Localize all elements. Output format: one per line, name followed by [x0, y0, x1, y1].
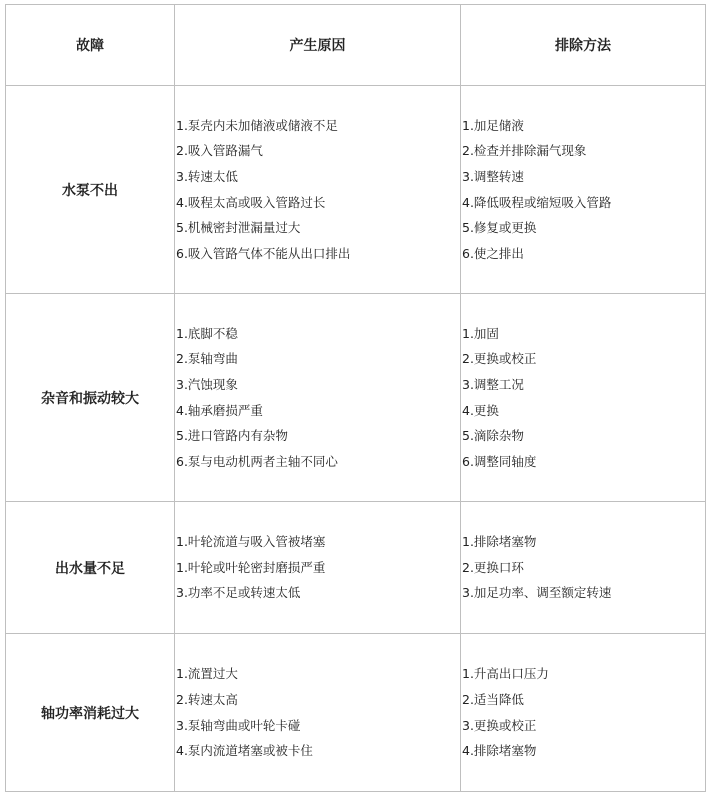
fault-cell: 水泵不出: [6, 86, 175, 294]
remedy-cell: [461, 86, 706, 294]
cause-item: 2.吸入管路漏气: [176, 143, 263, 159]
remedy-item: 4.降低吸程或缩短吸入管路: [462, 194, 612, 210]
cause-item: 3.汽蚀现象: [176, 376, 238, 392]
header-fault: 故障: [6, 5, 175, 86]
remedy-item: 2.更换或校正: [462, 351, 537, 367]
remedy-item: 5.修复或更换: [462, 220, 537, 236]
table-row: [6, 294, 706, 502]
remedy-item: 1.加固: [462, 325, 499, 341]
cause-cell: [175, 502, 461, 634]
remedy-item: 5.滴除杂物: [462, 428, 524, 444]
cause-item: 2.转速太高: [176, 691, 238, 707]
cause-item: 4.轴承磨损严重: [176, 402, 263, 418]
remedy-list: [461, 113, 705, 267]
cause-item: 6.泵与电动机两者主轴不同心: [176, 453, 338, 469]
remedy-item: 3.加足功率、调至额定转速: [462, 585, 612, 601]
remedy-list: [461, 661, 705, 763]
remedy-item: 4.更换: [462, 402, 499, 418]
table-row: [6, 502, 706, 634]
cause-cell: [175, 86, 461, 294]
cause-item: 1.叶轮或叶轮密封磨损严重: [176, 559, 326, 575]
cause-list: [175, 113, 460, 267]
cause-item: 2.泵轴弯曲: [176, 351, 238, 367]
fault-cell: 轴功率消耗过大: [6, 634, 175, 792]
cause-list: [175, 661, 460, 763]
cause-item: 5.机械密封泄漏量过大: [176, 220, 301, 236]
cause-item: 6.吸入管路气体不能从出口排出: [176, 245, 351, 261]
header-cause: 产生原因: [175, 5, 461, 86]
cause-item: 3.转速太低: [176, 168, 238, 184]
table-row: [6, 634, 706, 792]
cause-list: [175, 529, 460, 606]
fault-cell: 杂音和振动较大: [6, 294, 175, 502]
cause-item: 4.吸程太高或吸入管路过长: [176, 194, 326, 210]
remedy-item: 3.更换或校正: [462, 717, 537, 733]
cause-item: 3.功率不足或转速太低: [176, 585, 301, 601]
troubleshooting-table: [5, 4, 706, 792]
remedy-item: 6.使之排出: [462, 245, 524, 261]
remedy-item: 2.更换口环: [462, 559, 524, 575]
troubleshooting-table-wrapper: [5, 4, 706, 792]
table-row: [6, 86, 706, 294]
header-row: [6, 5, 706, 86]
remedy-item: 2.适当降低: [462, 691, 524, 707]
cause-list: [175, 321, 460, 475]
cause-cell: [175, 634, 461, 792]
remedy-cell: [461, 294, 706, 502]
remedy-item: 1.加足储液: [462, 117, 524, 133]
fault-cell: 出水量不足: [6, 502, 175, 634]
remedy-item: 3.调整转速: [462, 168, 524, 184]
remedy-list: [461, 321, 705, 475]
cause-item: 1.底脚不稳: [176, 325, 238, 341]
remedy-item: 1.排除堵塞物: [462, 534, 537, 550]
cause-cell: [175, 294, 461, 502]
cause-item: 4.泵内流道堵塞或被卡住: [176, 743, 313, 759]
cause-item: 3.泵轴弯曲或叶轮卡碰: [176, 717, 301, 733]
remedy-item: 4.排除堵塞物: [462, 743, 537, 759]
cause-item: 1.泵壳内未加储液或储液不足: [176, 117, 338, 133]
remedy-item: 3.调整工况: [462, 376, 524, 392]
remedy-cell: [461, 502, 706, 634]
remedy-item: 2.检查并排除漏气现象: [462, 143, 587, 159]
cause-item: 1.流置过大: [176, 666, 238, 682]
cause-item: 5.进口管路内有杂物: [176, 428, 288, 444]
remedy-item: 6.调整同轴度: [462, 453, 537, 469]
header-remedy: 排除方法: [461, 5, 706, 86]
remedy-item: 1.升高出口压力: [462, 666, 549, 682]
remedy-list: [461, 529, 705, 606]
remedy-cell: [461, 634, 706, 792]
cause-item: 1.叶轮流道与吸入管被堵塞: [176, 534, 326, 550]
